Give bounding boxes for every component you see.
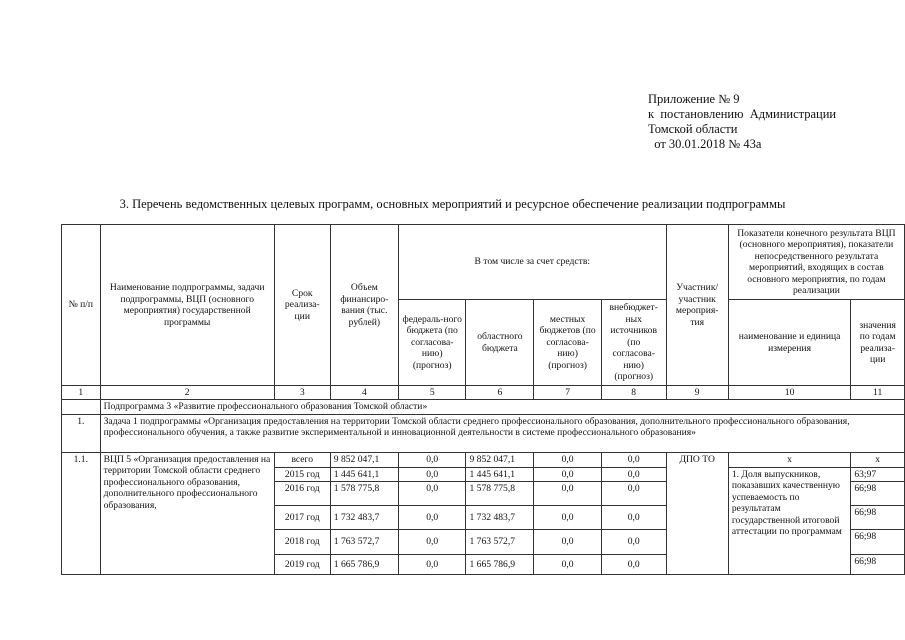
subprogram-title: Подпрограмма 3 «Развитие профессионального образования Томской области» [100, 400, 904, 415]
local-cell: 0,0 [534, 482, 602, 506]
header-volume: Объем финансиро-вания (тыс. рублей) [330, 225, 398, 386]
ind-value-cell: 63;97 [851, 467, 905, 482]
header-regional: областного бюджета [466, 300, 534, 386]
section-title: 3. Перечень ведомственных целевых программ, основных мероприятий и ресурсное обеспечение реализации подпрограммы [119, 197, 786, 211]
task-text: Задача 1 подпрограммы «Организация предоставления на территории Томской области среднего профессионального образования, дополнительного профессионального образования, профессионального обучения, а также развитие экспериментальной и инновационной деятельности в системе профессионального образования» [100, 414, 904, 452]
regional-cell: 1 445 641,1 [466, 467, 534, 482]
extra-cell: 0,0 [601, 452, 666, 467]
col-number: 8 [601, 386, 666, 400]
document-header [648, 92, 836, 152]
ind-value-cell: 66;98 [851, 482, 905, 506]
local-cell: 0,0 [534, 530, 602, 555]
extra-cell: 0,0 [601, 555, 666, 575]
header-sources: В том числе за счет средств: [398, 225, 666, 300]
federal-cell: 0,0 [398, 452, 466, 467]
federal-cell: 0,0 [398, 467, 466, 482]
term-cell: 2015 год [274, 467, 330, 482]
subprogram-row [62, 400, 905, 415]
federal-cell: 0,0 [398, 530, 466, 555]
term-cell: 2018 год [274, 530, 330, 555]
task-num: 1. [62, 414, 101, 452]
item-name: ВЦП 5 «Организация предоставления на территории Томской области среднего профессионального образования, дополнительного профессионального образования, [100, 452, 274, 575]
col-number: 1 [62, 386, 101, 400]
term-cell: 2017 год [274, 506, 330, 530]
term-cell: 2016 год [274, 482, 330, 506]
local-cell: 0,0 [534, 452, 602, 467]
col-number: 7 [534, 386, 602, 400]
header-num: № п/п [62, 225, 101, 386]
extra-cell: 0,0 [601, 467, 666, 482]
col-number: 6 [466, 386, 534, 400]
region-line: Томской области [648, 122, 738, 136]
volume-cell: 1 732 483,7 [330, 506, 398, 530]
header-indicators: Показатели конечного результата ВЦП (основного мероприятия), показатели непосредственного результата мероприятий, входящих в состав основного мероприятия, по годам реализации [728, 225, 904, 300]
term-cell: всего [274, 452, 330, 467]
federal-cell: 0,0 [398, 555, 466, 575]
decree-line: к постановлению Администрации [648, 107, 837, 121]
header-ind-values: значения по годам реализа-ции [851, 300, 905, 386]
ind-value-cell: x [851, 452, 905, 467]
item-num: 1.1. [62, 452, 101, 575]
header-federal: федераль-ного бюджета (по согласова-нию) (прогноз) [398, 300, 466, 386]
header-name: Наименование подпрограммы, задачи подпрограммы, ВЦП (основного мероприятия) государственной программы [100, 225, 274, 386]
volume-cell: 1 763 572,7 [330, 530, 398, 555]
header-ind-name: наименование и единица измерения [728, 300, 851, 386]
term-cell: 2019 год [274, 555, 330, 575]
appendix-label: Приложение № 9 [648, 92, 740, 106]
regional-cell: 9 852 047,1 [466, 452, 534, 467]
regional-cell: 1 732 483,7 [466, 506, 534, 530]
col-number: 3 [274, 386, 330, 400]
table-row [62, 452, 905, 467]
ind-value-cell: 66;98 [851, 506, 905, 530]
task-row [62, 414, 905, 452]
date-line: от 30.01.2018 № 43а [648, 137, 762, 151]
ind-value-cell: 66;98 [851, 555, 905, 575]
header-extra: внебюджет-ных источников (по согласова-нию) (прогноз) [601, 300, 666, 386]
ind-name-cell: x [728, 452, 851, 467]
col-number: 10 [728, 386, 851, 400]
col-number: 11 [851, 386, 905, 400]
local-cell: 0,0 [534, 467, 602, 482]
program-table [61, 224, 905, 575]
local-cell: 0,0 [534, 555, 602, 575]
volume-cell: 1 578 775,8 [330, 482, 398, 506]
regional-cell: 1 665 786,9 [466, 555, 534, 575]
extra-cell: 0,0 [601, 530, 666, 555]
col-number: 9 [666, 386, 728, 400]
local-cell: 0,0 [534, 506, 602, 530]
volume-cell: 9 852 047,1 [330, 452, 398, 467]
federal-cell: 0,0 [398, 482, 466, 506]
volume-cell: 1 665 786,9 [330, 555, 398, 575]
indicator-text: 1. Доля выпускников, показавших качественную успеваемость по результатам государственной итоговой аттестации по программам [728, 467, 851, 575]
regional-cell: 1 763 572,7 [466, 530, 534, 555]
header-participant: Участник/ участник мероприя-тия [666, 225, 728, 386]
col-number: 5 [398, 386, 466, 400]
extra-cell: 0,0 [601, 506, 666, 530]
ind-value-cell: 66;98 [851, 530, 905, 555]
federal-cell: 0,0 [398, 506, 466, 530]
participant-cell: ДПО ТО [666, 452, 728, 575]
header-local: местных бюджетов (по согласова-нию) (прогноз) [534, 300, 602, 386]
col-number: 2 [100, 386, 274, 400]
header-term: Срок реализа-ции [274, 225, 330, 386]
volume-cell: 1 445 641,1 [330, 467, 398, 482]
regional-cell: 1 578 775,8 [466, 482, 534, 506]
column-number-row [62, 386, 905, 400]
col-number: 4 [330, 386, 398, 400]
extra-cell: 0,0 [601, 482, 666, 506]
